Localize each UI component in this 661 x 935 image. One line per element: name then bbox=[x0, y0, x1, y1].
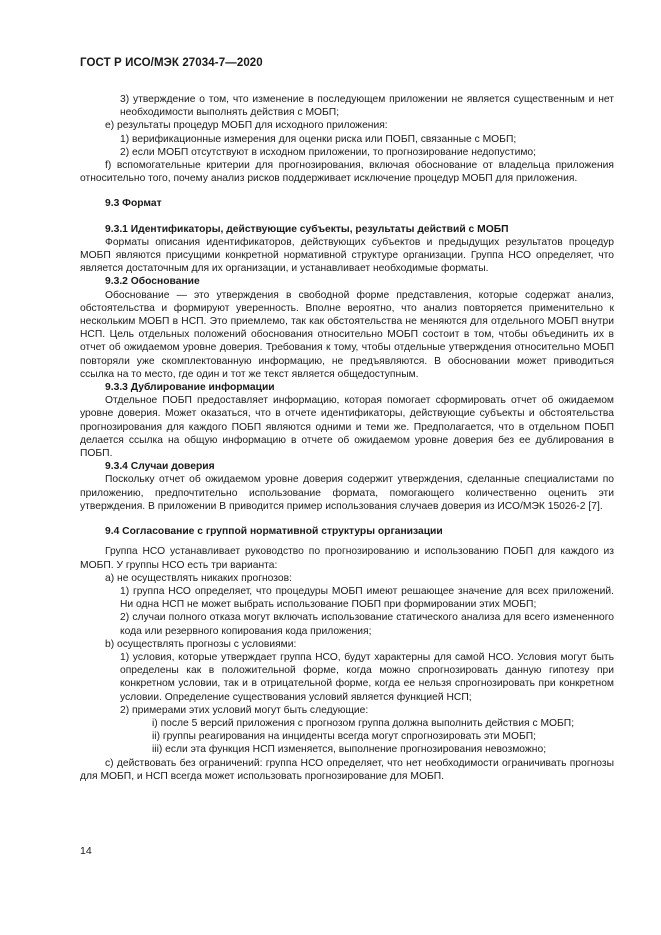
list-item-b2: 2) примерами этих условий могут быть следующие: bbox=[120, 704, 369, 716]
heading-9-3-3: 9.3.3 Дублирование информации bbox=[105, 382, 275, 394]
list-item-e2: 2) если МОБП отсутствуют в исходном приложении, то прогнозирование недопустимо; bbox=[120, 146, 537, 158]
list-item-a2: 2) случаи полного отказа могут включать использование статического анализа для всего измененного кода или резервного копирования кода приложения; bbox=[120, 612, 614, 637]
list-item-b1: 1) условия, которые утверждает группа НСО, будут характерны для самой НСО. Условия могут быть определены как в положительной форме, когда можно спрогнозировать данную гипотезу при конкретном условии, так и в отрицательной форме, когда ее нельзя спрогнозировать при конкретном условии. Определение существования условий является функцией НСП; bbox=[120, 651, 614, 703]
list-item-e1: 1) верификационные измерения для оценки риска или ПОБП, связанные с МОБП; bbox=[120, 133, 517, 145]
list-item-c: c) действовать без ограничений: группа НСО определяет, что нет необходимости ограничивать прогнозы для МОБП, и НСП всегда может использовать прогнозирование для МОБП. bbox=[80, 757, 614, 782]
paragraph-9-3-4: Поскольку отчет об ожидаемом уровне доверия содержит утверждения, сделанные специалистами по приложению, предпочтительно использование формата, помогающего количественно оценить эти утверждения. В приложении В приводится пример использования случаев доверия из ИСО/МЭК 15026-2 [7]. bbox=[80, 474, 614, 512]
list-item-3: 3) утверждение о том, что изменение в последующем приложении не является существенным и нет необходимости выполнять действия с МОБП; bbox=[120, 94, 614, 119]
list-item-biii: iii) если эта функция НСП изменяется, выполнение прогнозирования невозможно; bbox=[152, 744, 547, 756]
paragraph-9-3-2: Обоснование — это утверждения в свободной форме представления, которые содержат анализ, обстоятельства и формируют уверенность. Вполне вероятно, что анализ повторяется применительно к нескольким МОБП в НСП. Это приемлемо, так как обстоятельства не меняются для отдельного МОБП внутри НСП. Цель отдельных положений обоснования относительно МОБП состоит в том, чтобы объединить их в отчет об ожидаемом уровне доверия. Требования к тому, чтобы отдельные утверждения относительно МОБП повторяли уже скомплектованную информацию, не предъявляются. В обосновании может приводиться ссылка на то место, где один и тот же текст является общедоступным. bbox=[80, 289, 614, 380]
list-item-bii: ii) группы реагирования на инциденты всегда могут спрогнозировать эти МОБП; bbox=[152, 731, 536, 743]
page-number: 14 bbox=[80, 845, 92, 857]
list-item-bi: i) после 5 версий приложения с прогнозом группа должна выполнить действия с МОБП; bbox=[152, 717, 575, 729]
list-item-b: b) осуществлять прогнозы с условиями: bbox=[105, 638, 297, 650]
heading-9-3-1: 9.3.1 Идентификаторы, действующие субъекты, результаты действий с МОБП bbox=[105, 223, 509, 235]
paragraph-9-3-1: Форматы описания идентификаторов, действующих субъектов и предыдущих результатов процедур МОБП являются присущими конкретной нормативной структуре организации. Группа НСО определяет, что является достаточным для их организации, и устанавливает необходимые форматы. bbox=[80, 236, 614, 275]
heading-9-4: 9.4 Согласование с группой нормативной структуры организации bbox=[105, 526, 443, 538]
heading-9-3-2: 9.3.2 Обоснование bbox=[105, 276, 200, 288]
list-item-a: a) не осуществлять никаких прогнозов: bbox=[105, 572, 292, 584]
list-item-e: е) результаты процедур МОБП для исходного приложения: bbox=[105, 120, 388, 132]
list-item-f: f) вспомогательные критерии для прогнозирования, включая обоснование от владельца приложения относительно того, почему анализ рисков поддерживает исключение процедур МОБП для приложения. bbox=[80, 160, 614, 185]
paragraph-9-3-3: Отдельное ПОБП предоставляет информацию, которая помогает сформировать отчет об ожидаемом уровне доверия. Может оказаться, что в отчете идентификаторы, действующие субъекты и обстоятельства прогнозирования для каждого ПОБП являются одними и теми же. Предполагается, что в отдельном ПОБП делается ссылка на общую информацию в отчете об ожидаемом уровне доверия без ее дублирования в ПОБП. bbox=[80, 395, 614, 460]
heading-9-3: 9.3 Формат bbox=[105, 198, 162, 210]
paragraph-9-4: Группа НСО устанавливает руководство по прогнозированию и использованию ПОБП для каждого из МОБП. У группы НСО есть три варианта: bbox=[80, 546, 614, 571]
heading-9-3-4: 9.3.4 Случаи доверия bbox=[105, 461, 215, 473]
list-item-a1: 1) группа НСО определяет, что процедуры МОБП имеют решающее значение для всех приложений. Ни одна НСП не может выбрать использование ПОБП при формировании этих МОБП; bbox=[120, 585, 614, 611]
document-header: ГОСТ Р ИСО/МЭК 27034-7—2020 bbox=[80, 57, 263, 69]
document-body bbox=[80, 93, 614, 783]
